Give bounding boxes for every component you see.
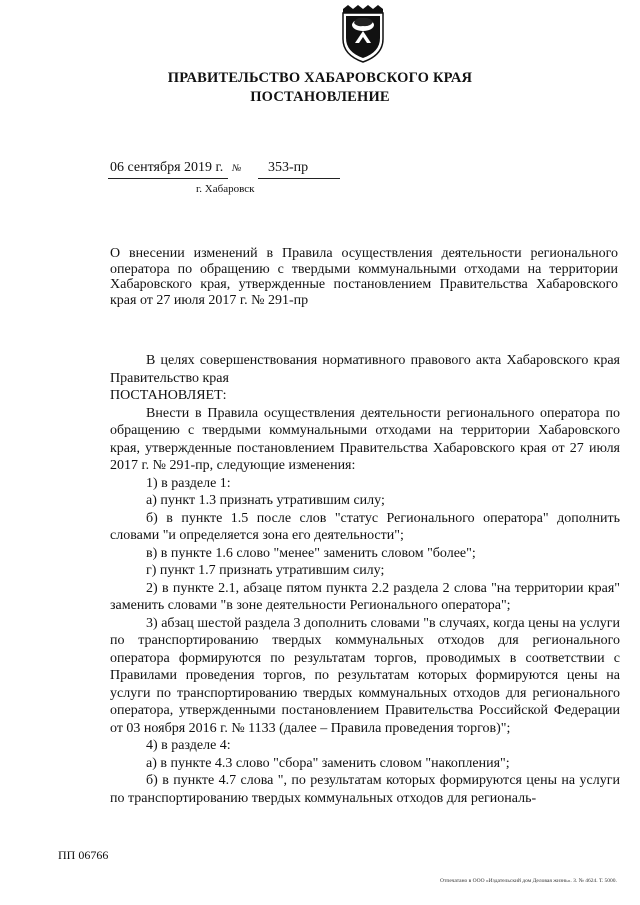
paragraph-item: 1) в разделе 1: — [146, 475, 231, 491]
paragraph-item: б) в пункте 1.5 после слов "статус Регионального оператора" дополнить словами "и определяется зона его деятельности"; — [110, 510, 620, 543]
document-city: г. Хабаровск — [196, 183, 255, 195]
paragraph-item: в) в пункте 1.6 слово "менее" заменить словом "более"; — [146, 545, 476, 561]
number-label: № — [232, 163, 242, 174]
document-date: 06 сентября 2019 г. — [110, 160, 224, 175]
document-subject: О внесении изменений в Правила осуществления деятельности регионального оператора по обращению с твердыми коммунальными отходами на территории Хабаровского края, утвержденные постановлением Правительства Хабаровского края от 27 июля 2017 г. № 291-пр — [110, 246, 618, 308]
preamble: В целях совершенствования нормативного правового акта Хабаровского края Правительство края — [110, 353, 620, 386]
document-body — [110, 352, 620, 807]
government-title: ПРАВИТЕЛЬСТВО ХАБАРОВСКОГО КРАЯ — [167, 70, 473, 86]
paragraph-item: г) пункт 1.7 признать утратившим силу; — [146, 563, 385, 578]
document-number: 353-пр — [268, 160, 309, 175]
date-underline — [108, 178, 228, 179]
number-underline — [258, 178, 340, 179]
paragraph-item: б) в пункте 4.7 слова ", по результатам которых формируются цены на услуги по транспортированию твердых коммунальных отходов для региональ- — [110, 773, 620, 806]
paragraph-item: 2) в пункте 2.1, абзаце пятом пункта 2.2 раздела 2 слова "на территории края" заменить словами "в зоне деятельности Регионального оператора"; — [110, 580, 620, 613]
paragraph-item: 3) абзац шестой раздела 3 дополнить словами "в случаях, когда цены на услуги по транспортированию твердых коммунальных отходов для регионального оператора формируются по результатам торгов, проводимых в соответствии с Правилами проведения торгов, по результатам которых формируются цены на услуги по транспортированию твердых коммунальных отходов для регионального оператора, утвержденными постановлением Правительства Российской Федерации от 03 ноября 2016 г. № 1133 (далее – Правила проведения торгов)"; — [110, 615, 620, 736]
coat-of-arms-emblem — [340, 5, 386, 65]
paragraph-intro: Внести в Правила осуществления деятельности регионального оператора по обращению с твердыми коммунальными отходами на территории Хабаровского края, утвержденные постановлением Правительства Хабаровского края от 27 июля 2017 г. № 291-пр, следующие изменения: — [110, 405, 620, 473]
document-type-title: ПОСТАНОВЛЕНИЕ — [250, 89, 390, 105]
print-note: Отпечатано в ООО «Издательский дом Деловая жизнь». З. № 4624. Т. 5000. — [440, 878, 617, 884]
paragraph-item: а) пункт 1.3 признать утратившим силу; — [146, 493, 385, 508]
paragraph-item: 4) в разделе 4: — [146, 738, 231, 753]
paragraph-item: а) в пункте 4.3 слово "сбора" заменить словом "накопления"; — [146, 755, 510, 771]
decree-word: ПОСТАНОВЛЯЕТ: — [110, 388, 227, 403]
document-code: ПП 06766 — [58, 848, 109, 862]
